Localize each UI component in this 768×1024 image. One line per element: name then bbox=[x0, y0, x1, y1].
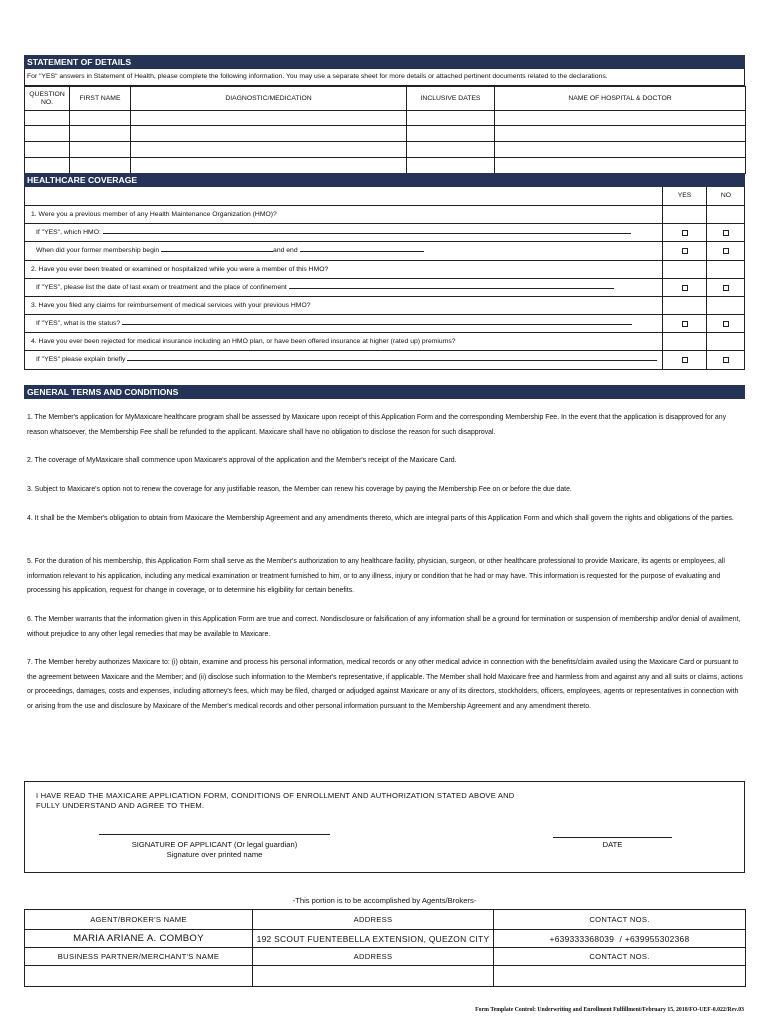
date-line[interactable] bbox=[553, 837, 672, 838]
hc-q1-which-row bbox=[24, 224, 745, 242]
terms-item-5: 5. For the duration of his membership, this Application Form shall serve as the Member's authorization to any healthcare facility, physician, surgeon, or other healthcare professional to provide Maxicare, its agents or employees, all information relevant to his application, including any medical examination or treatment furnished to him, or to any illness, injury or condition that he had or may have. This information is requested for the purpose of evaluating and processing his application, request for change in coverage, or to determine his eligibility for certain benefits. bbox=[27, 558, 725, 594]
hmo-name-field[interactable] bbox=[103, 226, 631, 234]
hc-q4-followup-row bbox=[24, 351, 745, 370]
hc-question-1: 1. Were you a previous member of any Health Maintenance Organization (HMO)? bbox=[31, 211, 277, 218]
hc-question-3: 3. Have you filed any claims for reimbursement of medical services with your previous HMO? bbox=[31, 302, 311, 309]
healthcare-coverage-header: HEALTHCARE COVERAGE bbox=[24, 173, 745, 187]
table-row bbox=[25, 111, 746, 126]
col-hospital-doctor: NAME OF HOSPITAL & DOCTOR bbox=[495, 87, 746, 111]
statement-table bbox=[24, 86, 746, 174]
hc-q1-which-label: If "YES", which HMO: bbox=[36, 229, 101, 236]
claim-status-field[interactable] bbox=[122, 317, 632, 325]
hmo-yes-checkbox[interactable] bbox=[682, 230, 688, 236]
hc-q3-followup-row bbox=[24, 315, 745, 333]
rejected-yes-checkbox[interactable] bbox=[682, 357, 688, 363]
partner-contact-header: CONTACT NOS. bbox=[494, 948, 746, 966]
claims-yes-checkbox[interactable] bbox=[682, 321, 688, 327]
acknowledgement-text: I HAVE READ THE MAXICARE APPLICATION FORM, CONDITIONS OF ENROLLMENT AND AUTHORIZATION STATED ABOVE AND FULLY UNDERSTAND AND AGREE TO THEM. bbox=[36, 791, 515, 810]
treated-yes-checkbox[interactable] bbox=[682, 285, 688, 291]
agent-header-row bbox=[25, 910, 746, 930]
hmo-no-checkbox[interactable] bbox=[723, 230, 729, 236]
membership-yes-checkbox[interactable] bbox=[682, 248, 688, 254]
hc-q2-followup-row bbox=[24, 279, 745, 297]
partner-value-row bbox=[25, 966, 746, 987]
hc-q3-followup-label: If "YES", what is the status? bbox=[36, 320, 121, 327]
no-column bbox=[706, 187, 745, 205]
statement-header-row bbox=[25, 87, 746, 111]
table-row bbox=[25, 158, 746, 174]
hc-question-4: 4. Have you ever been rejected for medical insurance including an HMO plan, or have been offered insurance at higher (rated up) premiums? bbox=[31, 338, 456, 345]
agent-table bbox=[24, 909, 746, 987]
terms-item-4: 4. It shall be the Member's obligation to obtain from Maxicare the Membership Agreement and any amendments thereto, which are integral parts of this Application Form and which shall govern the rights and obligations of the parties. bbox=[27, 515, 734, 522]
agent-address-value[interactable]: 192 SCOUT FUENTEBELLA EXTENSION, QUEZON CITY bbox=[253, 930, 494, 948]
col-inclusive-dates: INCLUSIVE DATES bbox=[407, 87, 495, 111]
rejection-explanation-field[interactable] bbox=[127, 353, 657, 361]
signature-label: SIGNATURE OF APPLICANT (Or legal guardian) bbox=[131, 840, 298, 849]
treated-no-checkbox[interactable] bbox=[723, 285, 729, 291]
hc-header-row bbox=[24, 187, 745, 206]
partner-address-header: ADDRESS bbox=[253, 948, 494, 966]
agent-name-value[interactable]: MARIA ARIANE A. COMBOY bbox=[25, 930, 253, 948]
terms-header: GENERAL TERMS AND CONDITIONS bbox=[24, 385, 745, 399]
table-row bbox=[25, 126, 746, 142]
date-label: DATE bbox=[602, 840, 623, 849]
hc-question-2: 2. Have you ever been treated or examined or hospitalized while you were a member of this HMO? bbox=[31, 266, 329, 273]
statement-note: For "YES" answers in Statement of Health, please complete the following information. You may use a separate sheet for more details or attached pertinent documents related to the declarations. bbox=[24, 69, 745, 86]
agent-portion-note: -This portion is to be accomplished by Agents/Brokers- bbox=[292, 896, 477, 905]
terms-item-7: 7. The Member hereby authorizes Maxicare to: (i) obtain, examine and process his personal information, medical records or any other medical advice in connection with the benefits/claim availed using the Maxicare Card or pursuant to the agreement between Maxicare and the Member; and (ii) disclose such information to the Member's representative, if applicable. The Member shall hold Maxicare free and harmless from and against any and all suits or claims, actions or proceedings, damages, costs and expenses, including attorney's fees, which may be filed, charged or adjudged against Maxicare or any of its directors, stockholders, officers, employees, agents or representatives in connection with or arising from the use and disclosure by Maxicare of the Member's medical records and other personal information pursuant to the Membership Agreement and any amendment thereto. bbox=[27, 659, 743, 710]
terms-item-1: 1. The Member's application for MyMaxicare healthcare program shall be assessed by Maxicare upon receipt of this Application Form and the corresponding Membership Fee. In the event that the application is disapproved for any reason whatsoever, the Membership Fee shall be refunded to the applicant. Maxicare shall have no obligation to disclose the reason for such disapproval. bbox=[27, 414, 727, 436]
hc-q2-row bbox=[24, 261, 745, 279]
no-label: NO bbox=[720, 192, 732, 199]
agent-name-header: AGENT/BROKER'S NAME bbox=[25, 910, 253, 930]
terms-item-6: 6. The Member warrants that the information given in this Application Form are true and correct. Nondisclosure or falsification of any information shall be a ground for termination or suspension of membership and/or denial of availment, without prejudice to any other legal remedies that may be available to Maxicare. bbox=[27, 616, 741, 638]
statement-of-details-header: STATEMENT OF DETAILS bbox=[24, 55, 745, 69]
membership-no-checkbox[interactable] bbox=[723, 248, 729, 254]
hc-q1-row bbox=[24, 206, 745, 224]
agent-contact-header: CONTACT NOS. bbox=[494, 910, 746, 930]
partner-name-value[interactable] bbox=[25, 966, 253, 987]
partner-header-row bbox=[25, 948, 746, 966]
last-exam-field[interactable] bbox=[289, 281, 614, 289]
terms-item-3: 3. Subject to Maxicare's option not to renew the coverage for any justifiable reason, the Member can renew his coverage by paying the Membership Fee on or before the due date. bbox=[27, 486, 572, 493]
hc-q1-and-end-label: and end bbox=[273, 247, 298, 254]
hc-q4-row bbox=[24, 333, 745, 351]
partner-name-header: BUSINESS PARTNER/MERCHANT'S NAME bbox=[25, 948, 253, 966]
col-question-no: QUESTION NO. bbox=[25, 87, 70, 111]
yes-column bbox=[662, 187, 706, 205]
agent-value-row bbox=[25, 930, 746, 948]
acknowledgement-box bbox=[24, 781, 745, 873]
form-template-control: Form Template Control: Underwriting and Enrollment Fulfillment/February 15, 2018/FO-UEF-0.022/Rev.03 bbox=[475, 1007, 744, 1013]
table-row bbox=[25, 142, 746, 158]
agent-address-header: ADDRESS bbox=[253, 910, 494, 930]
hc-q1-when-label: When did your former membership begin bbox=[36, 247, 160, 254]
hc-q3-row bbox=[24, 297, 745, 315]
hc-q1-when-row bbox=[24, 242, 745, 261]
col-diagnostic: DIAGNOSTIC/MEDICATION bbox=[131, 87, 407, 111]
agent-contact-value[interactable]: +639333368039 / +639955302368 bbox=[494, 930, 746, 948]
membership-begin-field[interactable] bbox=[161, 244, 273, 252]
signature-line[interactable] bbox=[99, 834, 330, 835]
claims-no-checkbox[interactable] bbox=[723, 321, 729, 327]
yes-label: YES bbox=[677, 192, 692, 199]
rejected-no-checkbox[interactable] bbox=[723, 357, 729, 363]
hc-q2-followup-label: If "YES", please list the date of last exam or treatment and the place of confinement bbox=[36, 284, 287, 291]
terms-item-2: 2. The coverage of MyMaxicare shall commence upon Maxicare's approval of the application and the Member's receipt of the Maxicare Card. bbox=[27, 457, 457, 464]
hc-q4-followup-label: If "YES" please explain briefly bbox=[36, 356, 126, 363]
signature-sublabel: Signature over printed name bbox=[166, 849, 263, 859]
partner-contact-value[interactable] bbox=[494, 966, 746, 987]
col-first-name: FIRST NAME bbox=[70, 87, 131, 111]
partner-address-value[interactable] bbox=[253, 966, 494, 987]
membership-end-field[interactable] bbox=[300, 244, 424, 252]
